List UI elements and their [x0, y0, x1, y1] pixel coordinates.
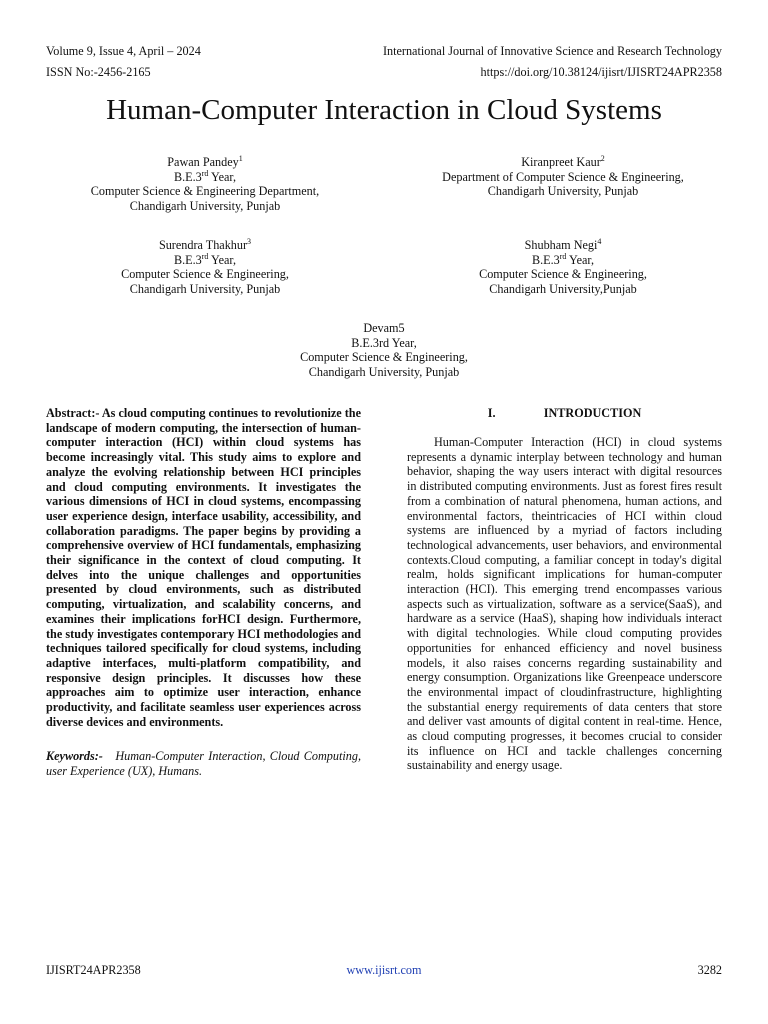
volume-issue: Volume 9, Issue 4, April – 2024 [46, 44, 201, 58]
author-block-1 [60, 155, 350, 214]
journal-name: International Journal of Innovative Science and Research Technology [382, 44, 722, 58]
section-heading-introduction [407, 406, 722, 421]
author-block-5 [234, 321, 534, 380]
author-department: Computer Science & Engineering, [121, 267, 289, 282]
right-column [407, 406, 722, 773]
author-block-2 [408, 155, 718, 199]
author-year: B.E.3rd Year, [173, 168, 237, 184]
author-year: B.E.3rd Year, [531, 251, 595, 267]
author-university: Chandigarh University, Punjab [487, 184, 639, 199]
left-column [46, 406, 361, 779]
author-university: Chandigarh University, Punjab [308, 365, 460, 380]
author-name: Pawan Pandey$^1$ [167, 153, 243, 169]
keywords [46, 749, 361, 778]
footer-paper-id: IJISRT24APR2358 [46, 963, 141, 977]
section-number: I. [487, 406, 496, 420]
author-block-3 [60, 238, 350, 297]
author-department: Department of Computer Science & Engineering, [442, 169, 684, 184]
issn: ISSN No:-2456-2165 [46, 65, 151, 79]
footer-website-link[interactable]: www.ijisrt.com [346, 963, 422, 977]
author-name: Shubham Negi$^4$ [524, 236, 602, 252]
author-name: Kiranpreet Kaur$^2$ [521, 153, 605, 169]
keywords-text: Human-Computer Interaction, Cloud Computing, user Experience (UX), Humans. [46, 749, 361, 779]
author-department: Computer Science & Engineering, [300, 350, 468, 365]
author-name: Devam5 [363, 321, 405, 335]
doi-link[interactable]: https://doi.org/10.38124/ijisrt/IJISRT24APR2358 [480, 65, 722, 79]
author-department: Computer Science & Engineering, [479, 267, 647, 282]
author-year: B.E.3rd Year, [351, 335, 417, 350]
keywords-label: Keywords:- [46, 749, 103, 764]
author-university: Chandigarh University, Punjab [129, 199, 281, 214]
author-year: B.E.3rd Year, [173, 251, 237, 267]
section-title: INTRODUCTION [543, 406, 642, 420]
abstract-text: Abstract:- As cloud computing continues to revolutionize the landscape of modern computing, the intersection of human-computer interaction (HCI) within cloud systems has become increasingly vital. This study aims to explore and analyze the evolving relationship between HCI principles and cloud computing environments. It investigates the various dimensions of HCI in cloud systems, encompassing user experience design, interface usability, accessibility, and collaboration paradigms. The paper begins by providing a comprehensive overview of HCI fundamentals, emphasizing their significance in the context of cloud computing. It delves into the unique challenges and opportunities presented by cloud environments, such as distributed computing, virtualization, and scalability concerns, and examines their implications forHCI design. Furthermore, the study investigates contemporary HCI methodologies and techniques tailored specifically for cloud systems, including adaptive interfaces, multi-platform compatibility, and responsive design principles. It discusses how these approaches aim to optimize user interaction, enhance productivity, and facilitate seamless user experiences across diverse devices and environments. [46, 406, 361, 729]
paper-title: Human-Computer Interaction in Cloud Systems [106, 94, 662, 126]
author-block-4 [408, 238, 718, 297]
page-number: 3282 [697, 963, 722, 977]
author-university: Chandigarh University, Punjab [129, 282, 281, 297]
author-name: Surendra Thakhur$^3$ [158, 236, 252, 252]
introduction-paragraph: Human-Computer Interaction (HCI) in cloud systems represents a dynamic interplay between technology and human behavior, shaping the way users interact with digital resources in distributed computing environments. Just as forest fires result from a combination of natural phenomena, human actions, and environmental factors, theintricacies of HCI within cloud systems are influenced by a myriad of factors including technological advancements, user behaviors, and environmental contexts.Cloud computing, a familiar concept in today's digital realm, holds significant implications for human-computer interaction (HCI). This emerging trend encompasses various aspects such as virtualization, software as a service(SaaS), and hardware as a service (HaaS), shaping how individuals interact with digital technologies. While cloud computing provides opportunities for enhanced efficiency and novel business models, it also raises concerns regarding sustainability and energy consumption. Organizations like Greenpeace underscore the environmental impact of cloudinfrastructure, highlighting the substantial energy requirements of data centers that store and deliver vast amounts of digital content in real-time. Hence, as cloud computing progresses, it becomes crucial to consider its influence on HCI and tackle challenges concerning sustainability and energy usage. [407, 435, 722, 773]
author-department: Computer Science & Engineering Department, [90, 184, 320, 199]
author-university: Chandigarh University,Punjab [489, 282, 637, 297]
